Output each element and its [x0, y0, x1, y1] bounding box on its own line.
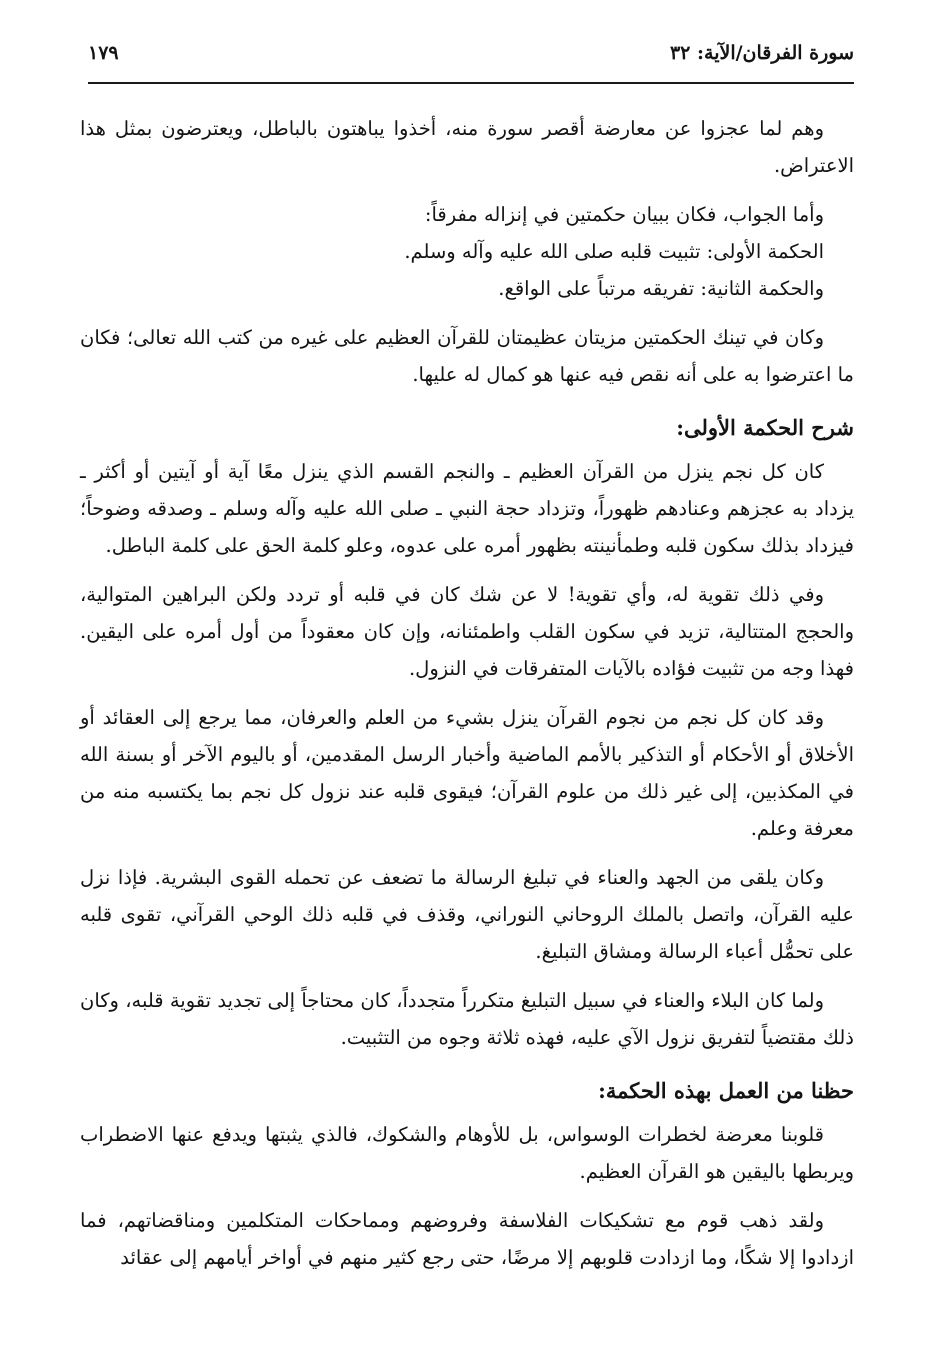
paragraph: ولما كان البلاء والعناء في سبيل التبليغ متكرراً متجدداً، كان محتاجاً إلى تجديد تقوية قلبه، وكان ذلك مقتضياً لتفريق نزول الآي عليه، فهذه ثلاثة وجوه من التثبيت.	[80, 989, 854, 1049]
paragraph: وقد كان كل نجم من نجوم القرآن ينزل بشيء من العلم والعرفان، مما يرجع إلى العقائد أو الأخلاق أو الأحكام أو التذكير بالأمم الماضية وأخبار الرسل المقدمين، أو باليوم الآخر أو بسنة الله في المكذبين، إلى غير ذلك من علوم القرآن؛ فيقوى قلبه عند نزول كل نجم بما يكتسبه منه من معرفة وعلم.	[80, 706, 854, 840]
page-number: ١٧٩	[88, 42, 119, 64]
page-body	[80, 110, 854, 1288]
paragraph: قلوبنا معرضة لخطرات الوسواس، بل للأوهام والشكوك، فالذي يثبتها ويدفع عنها الاضطراب ويربطها باليقين هو القرآن العظيم.	[80, 1123, 854, 1183]
paragraph: ولقد ذهب قوم مع تشكيكات الفلاسفة وفروضهم ومماحكات المتكلمين ومناقضاتهم، فما ازدادوا إلا شكًا، وما ازدادت قلوبهم إلا مرضًا، حتى رجع كثير منهم في أواخر أيامهم إلى عقائد	[80, 1209, 854, 1269]
page-header	[88, 38, 854, 84]
paragraph: الحكمة الأولى: تثبيت قلبه صلى الله عليه وآله وسلم.	[404, 240, 824, 263]
paragraph: كان كل نجم ينزل من القرآن العظيم ـ والنجم القسم الذي ينزل معًا آية أو آيتين أو أكثر ـ يزداد به عجزهم وعنادهم ظهوراً، وتزداد حجة النبي ـ صلى الله عليه وآله وسلم ـ وصدقه وضوحاً؛ فيزداد بذلك سكون قلبه وطمأنينته بظهور أمره على عدوه، وعلو كلمة الحق على كلمة الباطل.	[80, 460, 854, 557]
paragraph: وكان يلقى من الجهد والعناء في تبليغ الرسالة ما تضعف عن تحمله القوى البشرية. فإذا نزل عليه القرآن، واتصل بالملك الروحاني النوراني، وقذف في قلبه ذلك الوحي القرآني، تقوى قلبه على تحمُّل أعباء الرسالة ومشاق التبليغ.	[80, 866, 854, 963]
section-heading: حظنا من العمل بهذه الحكمة:	[598, 1078, 854, 1103]
running-title: سورة الفرقان/الآية: ٣٢	[669, 42, 854, 64]
section-heading: شرح الحكمة الأولى:	[676, 415, 854, 440]
paragraph: والحكمة الثانية: تفريقه مرتباً على الواقع.	[498, 277, 824, 300]
paragraph: وأما الجواب، فكان ببيان حكمتين في إنزاله مفرقاً:	[424, 203, 824, 226]
paragraph: وفي ذلك تقوية له، وأي تقوية! لا عن شك كان في قلبه أو تردد ولكن البراهين المتوالية، والحجج المتتالية، تزيد في سكون القلب واطمئنانه، وإن كان معقوداً من أول أمره على اليقين. فهذا وجه من تثبيت فؤاده بالآيات المتفرقات في النزول.	[80, 583, 854, 680]
paragraph: وكان في تينك الحكمتين مزيتان عظيمتان للقرآن العظيم على غيره من كتب الله تعالى؛ فكان ما اعترضوا به على أنه نقص فيه عنها هو كمال له عليها.	[80, 326, 854, 386]
paragraph: وهم لما عجزوا عن معارضة أقصر سورة منه، أخذوا يباهتون بالباطل، ويعترضون بمثل هذا الاعتراض.	[80, 117, 854, 177]
